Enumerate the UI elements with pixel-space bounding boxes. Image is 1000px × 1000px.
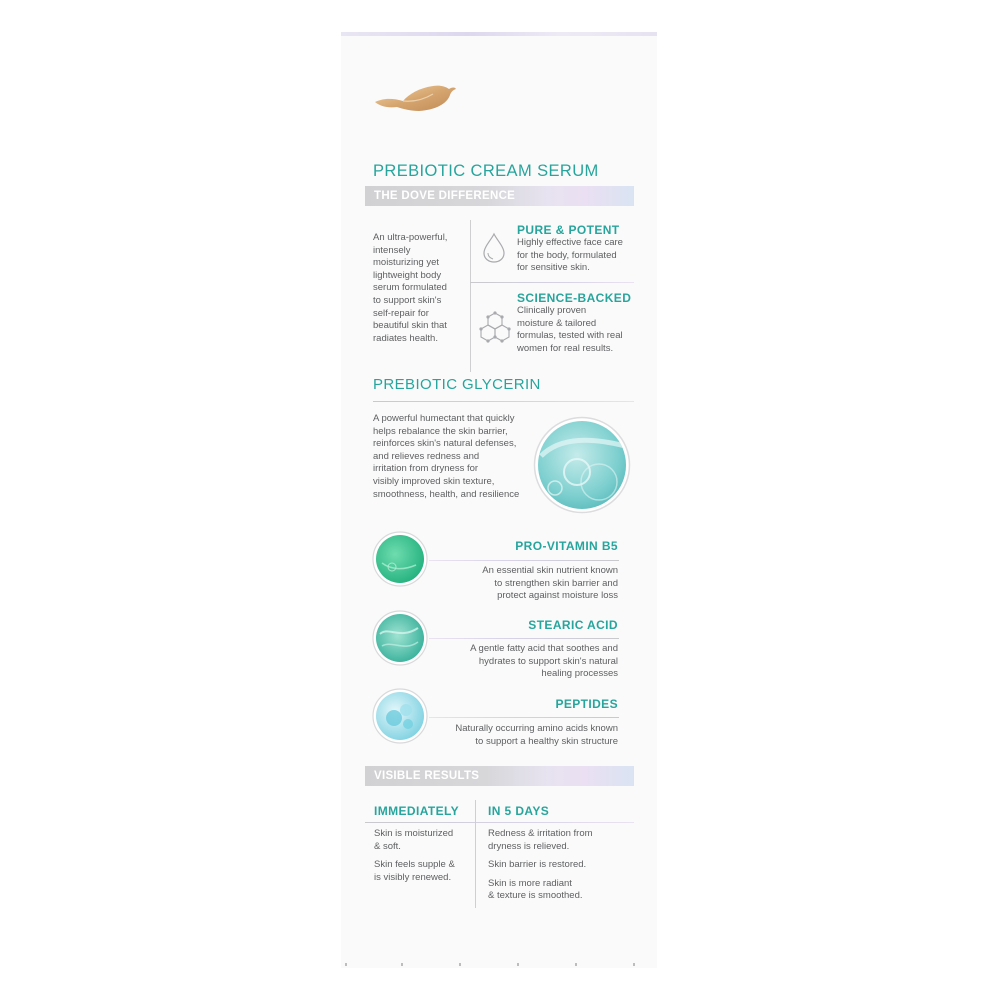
- list-item: Redness & irritation from dryness is relieved.: [488, 828, 593, 852]
- list-item: Skin feels supple & is visibly renewed.: [374, 859, 455, 883]
- fold-tick: [459, 963, 461, 966]
- science-backed-title: SCIENCE-BACKED: [517, 291, 632, 305]
- product-title: PREBIOTIC CREAM SERUM: [373, 162, 599, 180]
- pro-vitamin-b5-image: [372, 531, 428, 587]
- dove-icon: [373, 80, 457, 118]
- visible-results-band: [365, 766, 634, 786]
- visible-results-label: VISIBLE RESULTS: [374, 770, 480, 782]
- results-divider: [365, 822, 634, 823]
- molecule-icon: [478, 310, 512, 346]
- pure-potent-text: Highly effective face care for the body, formulated for sensitive skin.: [517, 237, 623, 274]
- fold-tick: [345, 963, 347, 966]
- ingredient-divider: [429, 717, 619, 718]
- stearic-acid-text: A gentle fatty acid that soothes and hydrates to support skin's natural healing processes: [470, 643, 618, 680]
- dove-difference-description: An ultra-powerful, intensely moisturizing yet lightweight body serum formulated to support skin's self-repair for beautiful skin that radiates health.: [373, 232, 448, 344]
- results-column-divider: [475, 800, 476, 908]
- glycerin-text: A powerful humectant that quickly helps rebalance the skin barrier, reinforces skin's natural defenses, and relieves redness and irritation from dryness for visibly improved skin texture, smoothness, health, and resilience: [373, 413, 520, 500]
- pure-potent-title: PURE & POTENT: [517, 223, 620, 237]
- list-item: Skin is moisturized & soft.: [374, 828, 454, 852]
- ingredient-divider: [429, 638, 619, 639]
- dove-difference-band: [365, 186, 634, 206]
- pro-vitamin-b5-title: PRO-VITAMIN B5: [515, 539, 618, 553]
- pro-vitamin-b5-text: An essential skin nutrient known to strengthen skin barrier and protect against moisture loss: [482, 565, 618, 602]
- fold-tick: [633, 963, 635, 966]
- peptides-title: PEPTIDES: [555, 697, 618, 711]
- fold-tick: [575, 963, 577, 966]
- stearic-acid-title: STEARIC ACID: [528, 618, 618, 632]
- glycerin-underline: [373, 401, 634, 402]
- list-item: Skin is more radiant & texture is smoothed.: [488, 877, 583, 902]
- fold-tick: [401, 963, 403, 966]
- five-days-list: [488, 828, 628, 903]
- five-days-title: IN 5 DAYS: [488, 804, 550, 818]
- dove-difference-label: THE DOVE DIFFERENCE: [374, 190, 516, 202]
- stearic-acid-image: [372, 610, 428, 666]
- immediately-title: IMMEDIATELY: [374, 804, 460, 818]
- fold-tick: [517, 963, 519, 966]
- top-color-strip: [341, 32, 657, 36]
- immediately-list: [374, 828, 472, 884]
- science-backed-text: Clinically proven moisture & tailored formulas, tested with real women for real results.: [517, 305, 623, 354]
- peptides-text: Naturally occurring amino acids known to support a healthy skin structure: [455, 723, 618, 747]
- glycerin-title: PREBIOTIC GLYCERIN: [373, 376, 541, 393]
- glycerin-texture-image: [533, 416, 631, 514]
- list-item: Skin barrier is restored.: [488, 859, 587, 871]
- column-divider: [470, 220, 471, 372]
- row-divider: [470, 282, 634, 283]
- water-drop-icon: [481, 232, 507, 264]
- product-panel: [341, 32, 657, 968]
- ingredient-divider: [429, 560, 619, 561]
